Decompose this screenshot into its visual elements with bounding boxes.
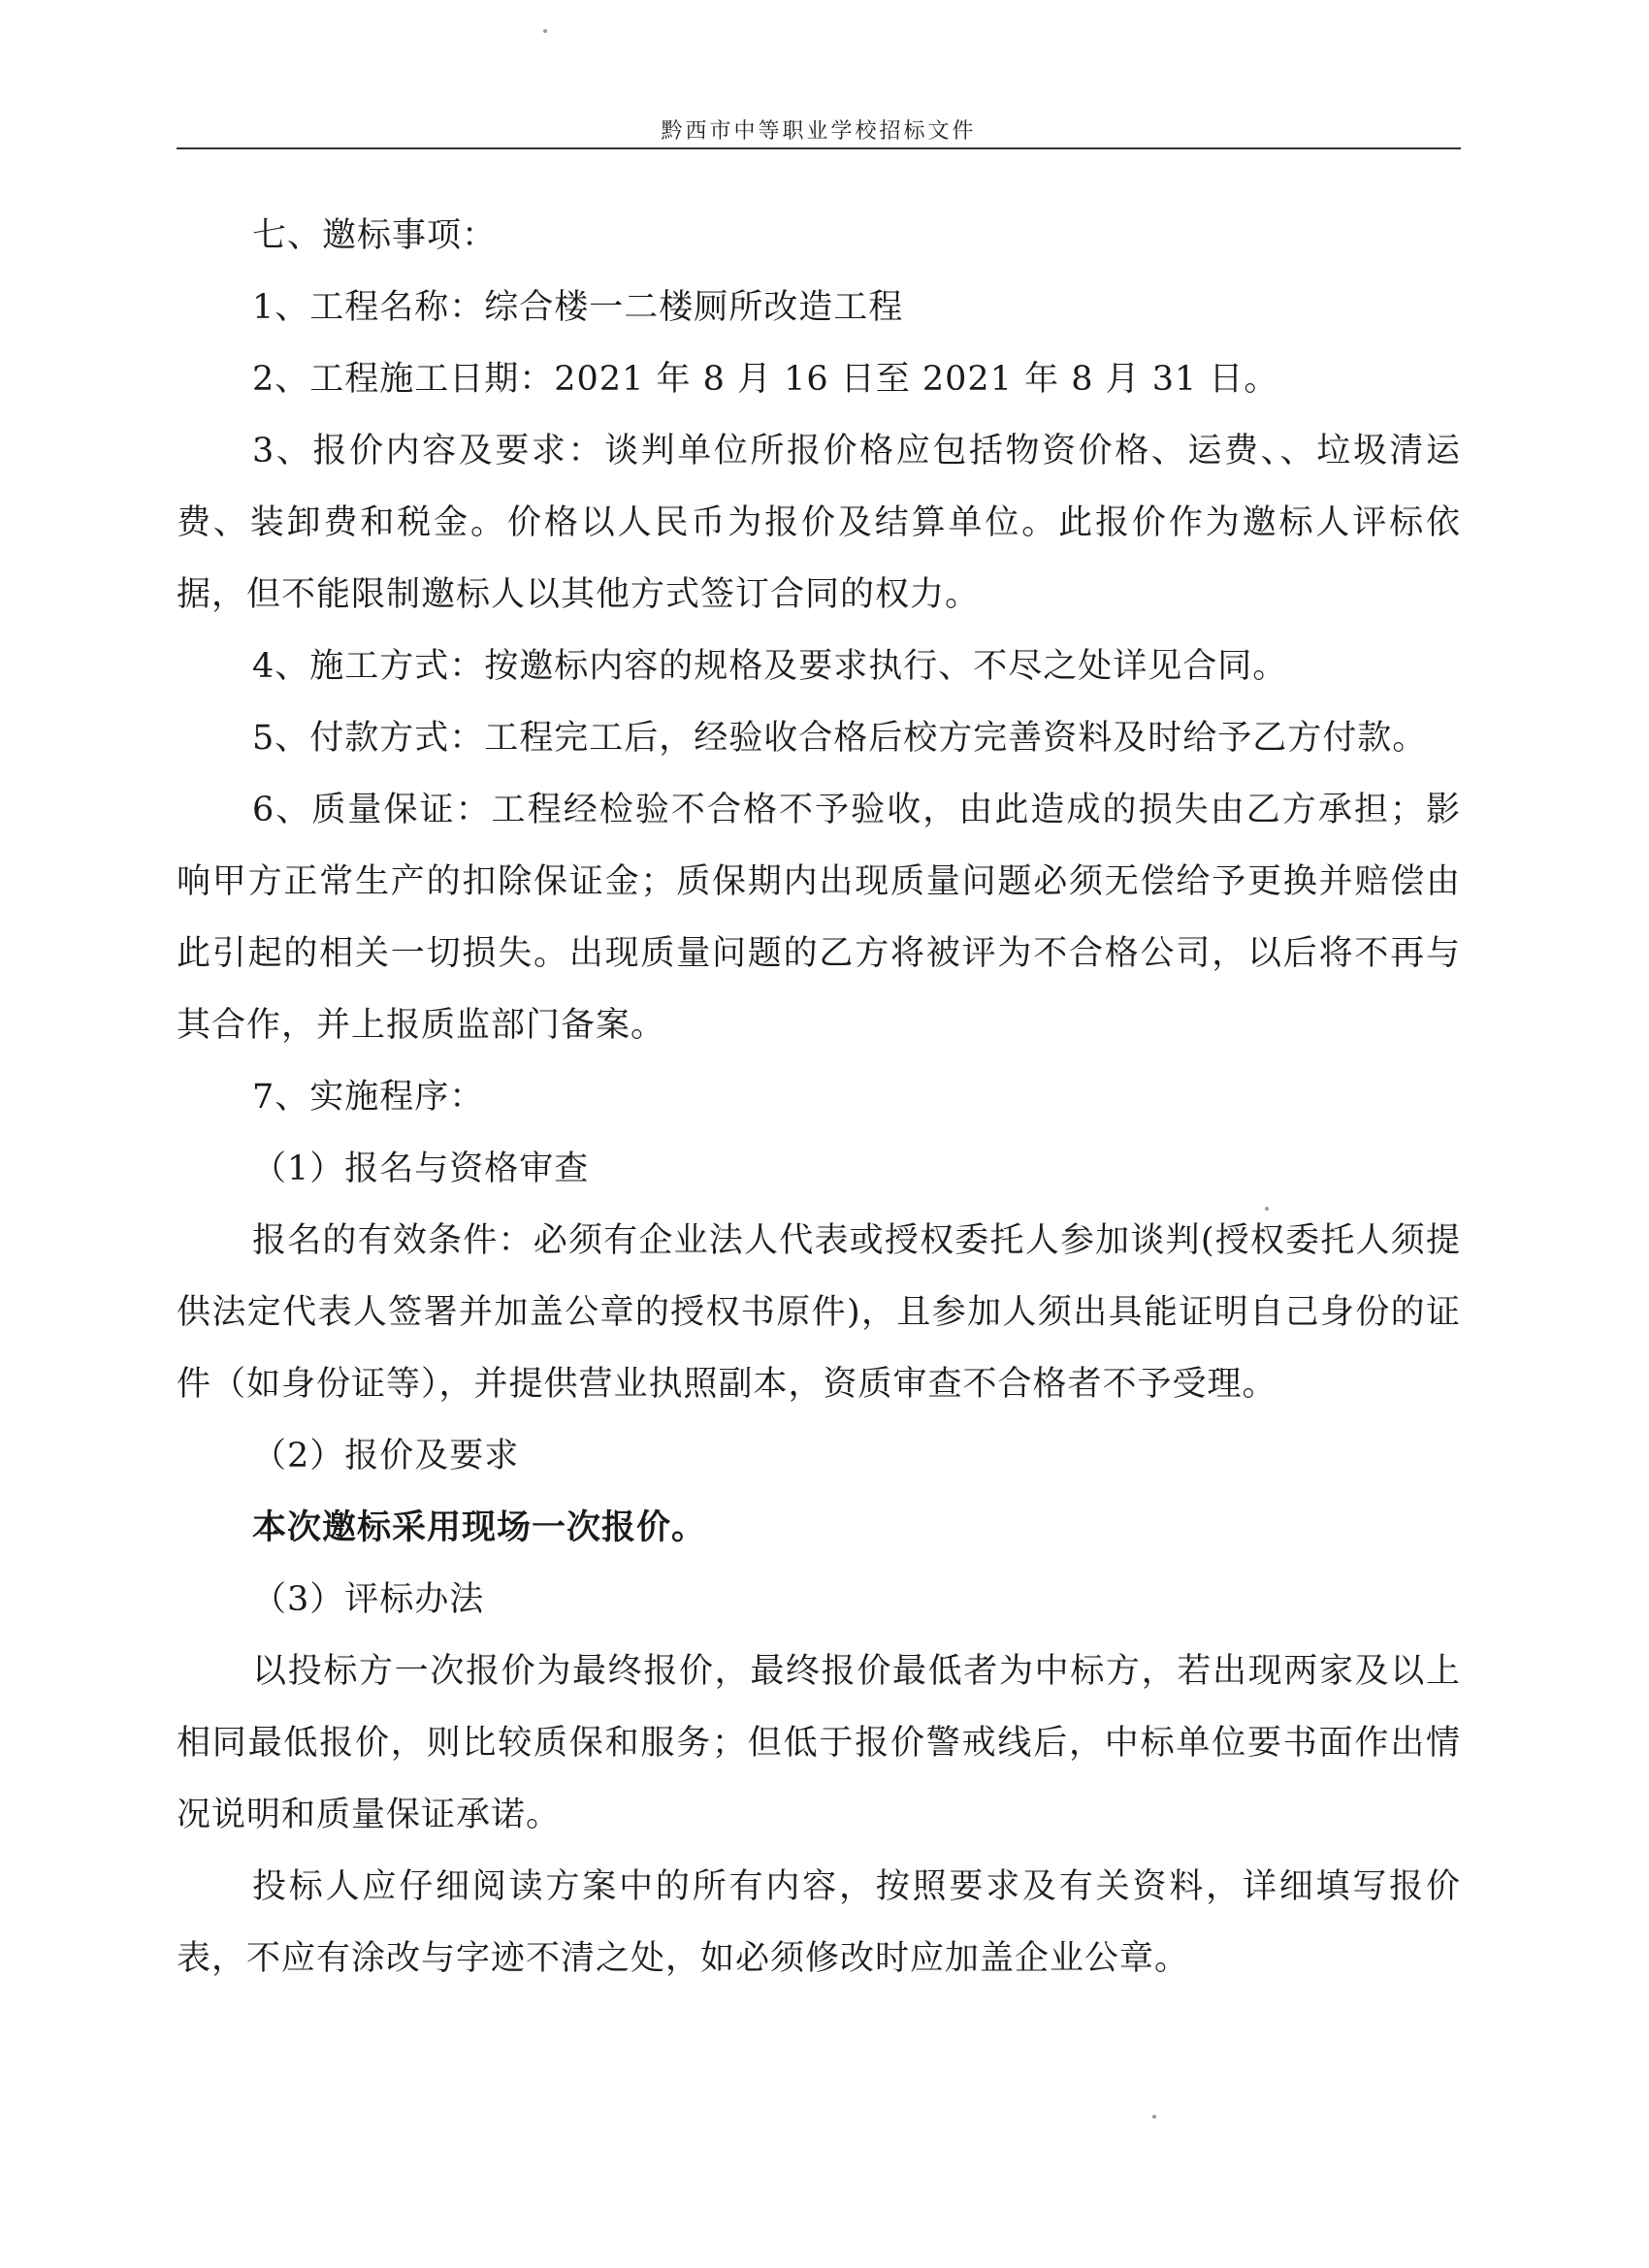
header-divider [177, 147, 1461, 149]
scan-speck [1152, 2115, 1156, 2119]
scan-speck [1265, 1207, 1269, 1211]
registration-conditions: 报名的有效条件：必须有企业法人代表或授权委托人参加谈判(授权委托人须提供法定代表人签署并加盖公章的授权书原件)，且参加人须出具能证明自己身份的证件（如身份证等），并提供营业执照副本，资质审查不合格者不予受理。 [177, 1221, 1461, 1404]
quotation-statement: 本次邀标采用现场一次报价。 [252, 1507, 707, 1547]
item-payment-method: 5、付款方式：工程完工后，经验收合格后校方完善资料及时给予乙方付款。 [252, 719, 1428, 758]
item-quotation-requirements: 3、报价内容及要求：谈判单位所报价格应包括物资价格、运费、、垃圾清运费、装卸费和税金。价格以人民币为报价及结算单位。此报价作为邀标人评标依据，但不能限制邀标人以其他方式签订合同的权力。 [177, 432, 1461, 614]
sub-heading-registration: （1）报名与资格审查 [252, 1150, 590, 1188]
sub-heading-evaluation: （3）评标办法 [252, 1580, 485, 1619]
section-heading: 七、邀标事项： [252, 216, 498, 255]
item-construction-method: 4、施工方式：按邀标内容的规格及要求执行、不尽之处详见合同。 [252, 647, 1288, 686]
scan-speck [543, 29, 547, 33]
item-project-name: 1、工程名称：综合楼一二楼厕所改造工程 [252, 288, 904, 327]
item-implementation-procedure: 7、实施程序： [252, 1078, 485, 1117]
closing-instructions: 投标人应仔细阅读方案中的所有内容，按照要求及有关资料，详细填写报价表，不应有涂改与字迹不清之处，如必须修改时应加盖企业公章。 [177, 1867, 1461, 1978]
document-header: 黔西市中等职业学校招标文件 [661, 119, 977, 144]
evaluation-method: 以投标方一次报价为最终报价，最终报价最低者为中标方，若出现两家及以上相同最低报价，则比较质保和服务；但低于报价警戒线后，中标单位要书面作出情况说明和质量保证承诺。 [177, 1652, 1461, 1834]
document-body [177, 200, 1461, 1994]
item-quality-guarantee: 6、质量保证：工程经检验不合格不予验收，由此造成的损失由乙方承担；影响甲方正常生产的扣除保证金；质保期内出现质量问题必须无偿给予更换并赔偿由此引起的相关一切损失。出现质量问题的乙方将被评为不合格公司，以后将不再与其合作，并上报质监部门备案。 [177, 791, 1461, 1045]
item-construction-date: 2、工程施工日期：2021 年 8 月 16 日至 2021 年 8 月 31 日。 [252, 360, 1279, 399]
sub-heading-quotation: （2）报价及要求 [252, 1437, 520, 1475]
